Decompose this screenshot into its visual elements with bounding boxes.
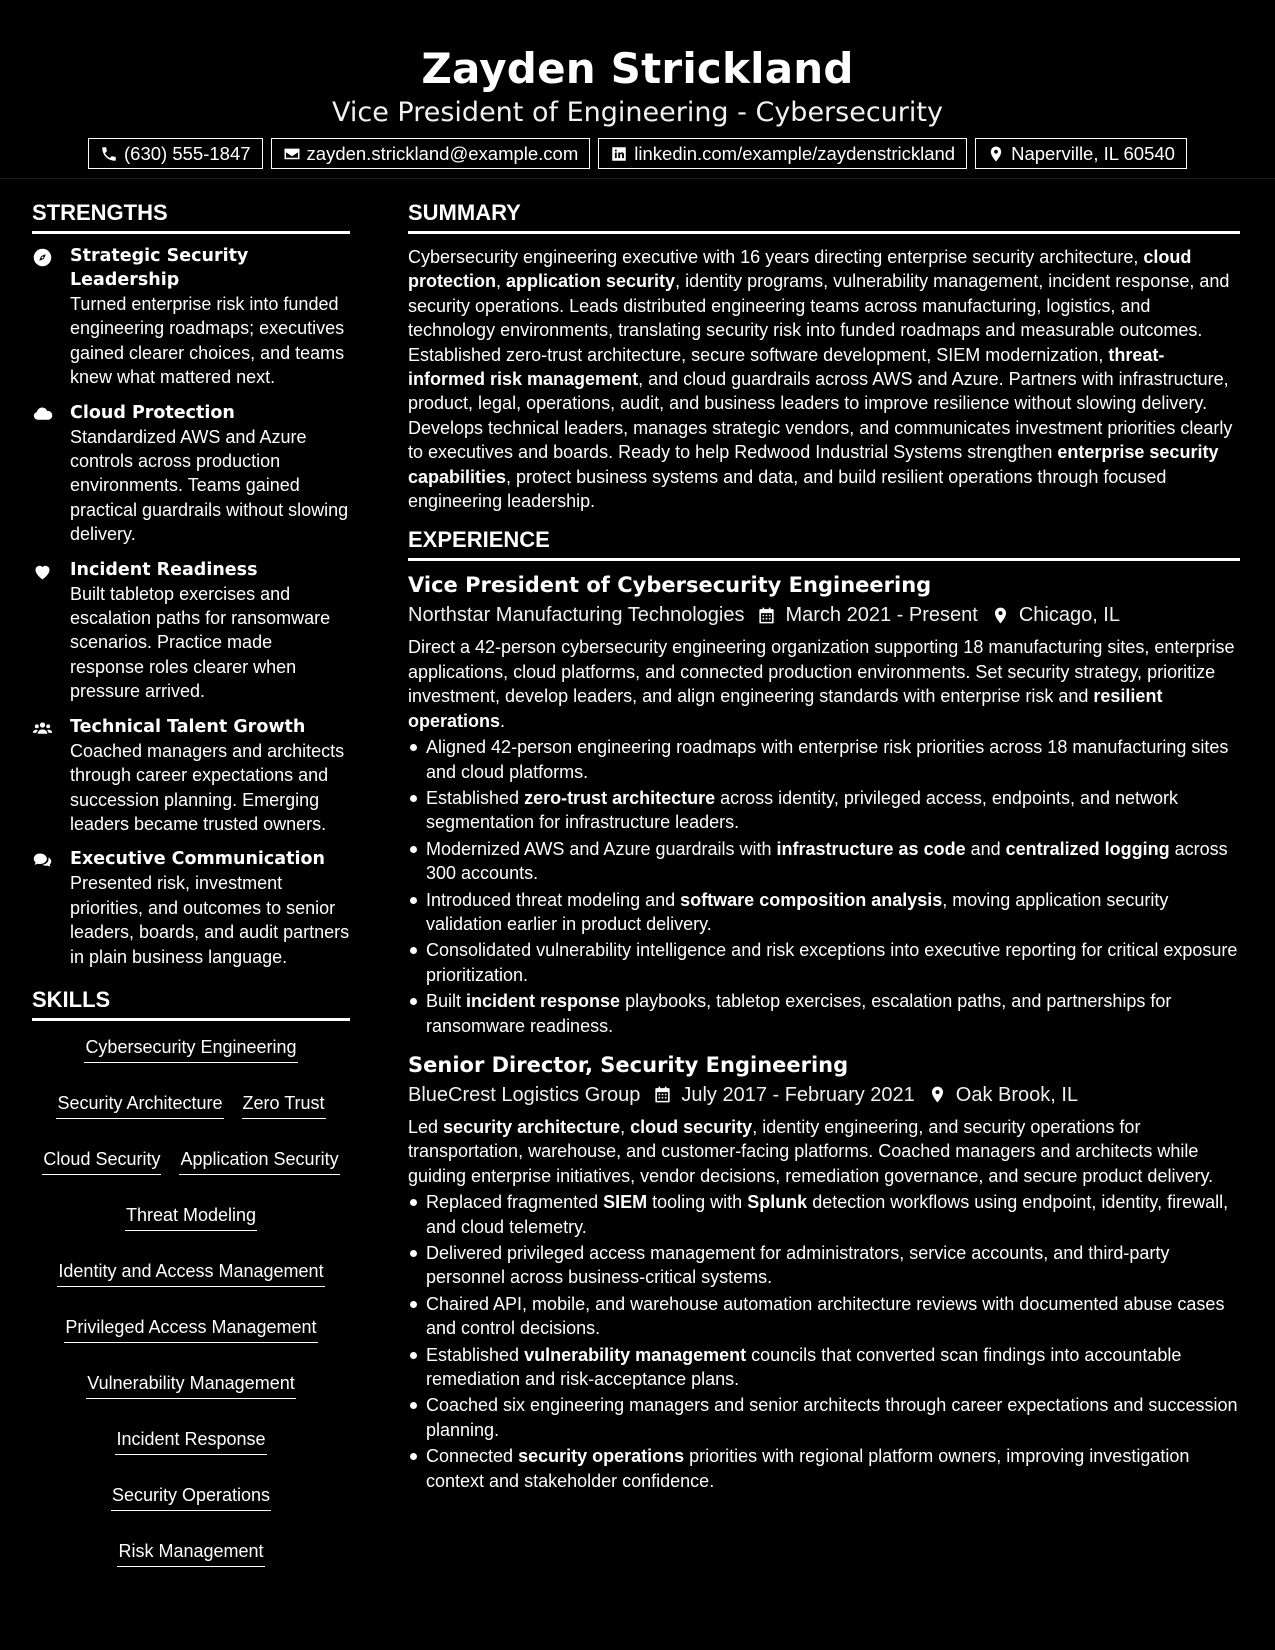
skill-tag: Cloud Security: [42, 1147, 161, 1175]
users-icon: [32, 718, 53, 739]
map-pin-icon: [991, 606, 1010, 625]
strength-item: [32, 401, 350, 547]
heart-icon: [32, 561, 53, 582]
emphasis-text: centralized logging: [1005, 838, 1170, 859]
skill-tag: Threat Modeling: [125, 1203, 257, 1231]
contact-location: [975, 138, 1187, 169]
linkedin-icon: [610, 145, 628, 163]
emphasis-text: SIEM: [603, 1192, 648, 1213]
strength-title: Executive Communication: [70, 849, 325, 870]
job-company: BlueCrest Logistics Group: [408, 1083, 641, 1106]
contact-phone[interactable]: [88, 138, 263, 169]
strength-item: [32, 558, 350, 704]
strength-item: [32, 244, 350, 390]
emphasis-text: enterprise security capabilities: [408, 442, 1219, 487]
strength-item: [32, 847, 350, 969]
bullet-item: Consolidated vulnerability intelligence and risk exceptions into executive reporting for critical exposure prioritization.: [408, 938, 1240, 987]
contact-linkedin[interactable]: [598, 138, 967, 169]
strengths-list: [32, 244, 350, 969]
emphasis-text: resilient operations: [408, 686, 1163, 731]
map-pin-icon: [928, 1085, 947, 1104]
phone-icon: [100, 145, 118, 163]
bullet-item: Established zero-trust architecture across identity, privileged access, endpoints, and network segmentation for infrastructure leaders.: [408, 786, 1240, 835]
job-company: Northstar Manufacturing Technologies: [408, 604, 745, 627]
comments-icon: [32, 850, 53, 871]
strength-description: Built tabletop exercises and escalation paths for ransomware scenarios. Practice made response roles clearer when pressure arrived.: [70, 583, 331, 702]
calendar-icon: [757, 606, 776, 625]
job-title: Vice President of Cybersecurity Engineering: [408, 573, 932, 598]
skill-tag: Identity and Access Management: [57, 1259, 324, 1287]
contact-bar: [0, 138, 1275, 169]
bullet-item: Coached six engineering managers and senior architects through career expectations and succession planning.: [408, 1393, 1240, 1442]
summary-heading: SUMMARY: [408, 198, 1240, 234]
job-bullets: [408, 1190, 1240, 1493]
skill-tag: Vulnerability Management: [86, 1371, 295, 1399]
resume-header: [0, 0, 1275, 169]
contact-phone-text: (630) 555-1847: [124, 142, 251, 164]
job-title: Senior Director, Security Engineering: [408, 1052, 849, 1077]
emphasis-text: software composition analysis: [680, 889, 943, 910]
compass-icon: [32, 247, 53, 268]
left-column: [32, 198, 350, 1567]
strength-description: Standardized AWS and Azure controls across production environments. Teams gained practical guardrails without slowing delivery.: [70, 426, 349, 545]
skill-tag: Incident Response: [115, 1427, 266, 1455]
summary-text: Cybersecurity engineering executive with 16 years directing enterprise security architecture, cloud protection, application security, identity programs, vulnerability management, incident response, and security operations. Leads distributed engineering teams across manufacturing, logistics, and technology environments, translating security risk into funded roadmaps and measurable outcomes. Established zero-trust architecture, secure software development, SIEM modernization, threat-informed risk management, and cloud guardrails across AWS and Azure. Partners with infrastructure, product, legal, operations, audit, and business leaders to improve resilience without slowing delivery. Develops technical leaders, manages strategic vendors, and communicates investment priorities clearly to executives and boards. Ready to help Redwood Industrial Systems strengthen enterprise security capabilities, protect business systems and data, and build resilient operations through focused engineering leadership.: [408, 247, 1233, 512]
emphasis-text: threat-informed risk management: [408, 344, 1165, 390]
job-description: Direct a 42-person cybersecurity engineering organization supporting 18 manufacturing sites, enterprise applications, cloud platforms, and connected production environments. Set security strategy, prioritize investment, develop leaders, and align engineering standards with enterprise risk and resilient operations.: [408, 637, 1235, 731]
skill-tag: Application Security: [179, 1147, 339, 1175]
bullet-item: Introduced threat modeling and software composition analysis, moving application security validation earlier in product delivery.: [408, 888, 1240, 937]
job-dates: March 2021 - Present: [785, 604, 978, 627]
candidate-name: Zayden Strickland: [421, 44, 854, 93]
skill-tag: Cybersecurity Engineering: [84, 1035, 297, 1063]
emphasis-text: vulnerability management: [524, 1344, 747, 1365]
job-dates: July 2017 - February 2021: [681, 1083, 915, 1106]
strength-title: Strategic Security Leadership: [70, 246, 249, 290]
bullet-item: Built incident response playbooks, tabletop exercises, escalation paths, and partnerships for ransomware readiness.: [408, 989, 1240, 1038]
emphasis-text: cloud security: [630, 1116, 753, 1137]
bullet-item: Replaced fragmented SIEM tooling with Splunk detection workflows using endpoint, identity, firewall, and cloud telemetry.: [408, 1190, 1240, 1239]
candidate-title: Vice President of Engineering - Cybersecurity: [332, 97, 943, 128]
emphasis-text: infrastructure as code: [776, 838, 966, 859]
job-location: Oak Brook, IL: [955, 1083, 1079, 1106]
strength-item: [32, 715, 350, 837]
strength-description: Coached managers and architects through career expectations and succession planning. Emerging leaders became trusted owners.: [70, 740, 345, 834]
skill-tag: Security Operations: [111, 1483, 271, 1511]
skill-tag: Zero Trust: [242, 1091, 326, 1119]
job-location: Chicago, IL: [1018, 604, 1120, 627]
experience-heading: EXPERIENCE: [408, 525, 1240, 561]
bullet-item: Aligned 42-person engineering roadmaps with enterprise risk priorities across 18 manufacturing sites and cloud platforms.: [408, 735, 1240, 784]
skills-list: [32, 1035, 350, 1567]
bullet-item: Modernized AWS and Azure guardrails with infrastructure as code and centralized logging across 300 accounts.: [408, 837, 1240, 886]
bullet-item: Chaired API, mobile, and warehouse automation architecture reviews with documented abuse cases and control decisions.: [408, 1292, 1240, 1341]
map-pin-icon: [987, 145, 1005, 163]
strength-title: Cloud Protection: [70, 402, 235, 423]
contact-email-text: zayden.strickland@example.com: [306, 142, 579, 164]
job-bullets: [408, 735, 1240, 1038]
strength-description: Presented risk, investment priorities, and outcomes to senior leaders, boards, and audit partners in plain business language.: [70, 873, 350, 967]
emphasis-text: Splunk: [747, 1192, 808, 1213]
strengths-heading: STRENGTHS: [32, 198, 350, 234]
bullet-item: Established vulnerability management councils that converted scan findings into accountable remediation and risk-acceptance plans.: [408, 1343, 1240, 1392]
skill-tag: Security Architecture: [56, 1091, 223, 1119]
emphasis-text: security operations: [518, 1446, 685, 1467]
emphasis-text: incident response: [466, 991, 621, 1012]
emphasis-text: zero-trust architecture: [524, 787, 716, 808]
envelope-icon: [283, 145, 301, 163]
contact-linkedin-text: linkedin.com/example/zaydenstrickland: [634, 142, 956, 164]
strength-description: Turned enterprise risk into funded engineering roadmaps; executives gained clearer choices, and teams knew what mattered next.: [70, 294, 345, 388]
contact-location-text: Naperville, IL 60540: [1011, 142, 1175, 164]
right-column: [408, 198, 1240, 1495]
job-entry: [408, 1051, 1240, 1493]
bullet-item: Connected security operations priorities with regional platform owners, improving investigation context and stakeholder confidence.: [408, 1444, 1240, 1493]
calendar-icon: [653, 1085, 672, 1104]
job-entry: [408, 571, 1240, 1038]
cloud-icon: [32, 404, 53, 425]
job-meta: [408, 600, 1240, 630]
strength-title: Technical Talent Growth: [70, 716, 306, 737]
job-meta: [408, 1080, 1240, 1110]
skill-tag: Privileged Access Management: [64, 1315, 317, 1343]
emphasis-text: security architecture: [443, 1116, 621, 1137]
emphasis-text: application security: [506, 271, 676, 292]
skills-heading: SKILLS: [32, 985, 350, 1021]
job-description: Led security architecture, cloud security, identity engineering, and security operations for transportation, warehouse, and customer-facing platforms. Coached managers and architects while guiding enterprise initiatives, vendor decisions, remediation governance, and secure product delivery.: [408, 1116, 1214, 1186]
strength-title: Incident Readiness: [70, 559, 258, 580]
bullet-item: Delivered privileged access management for administrators, service accounts, and third-party personnel across business-critical systems.: [408, 1241, 1240, 1290]
skill-tag: Risk Management: [117, 1539, 264, 1567]
header-divider: [0, 178, 1275, 179]
contact-email[interactable]: [271, 138, 591, 169]
emphasis-text: cloud protection: [408, 247, 1192, 292]
